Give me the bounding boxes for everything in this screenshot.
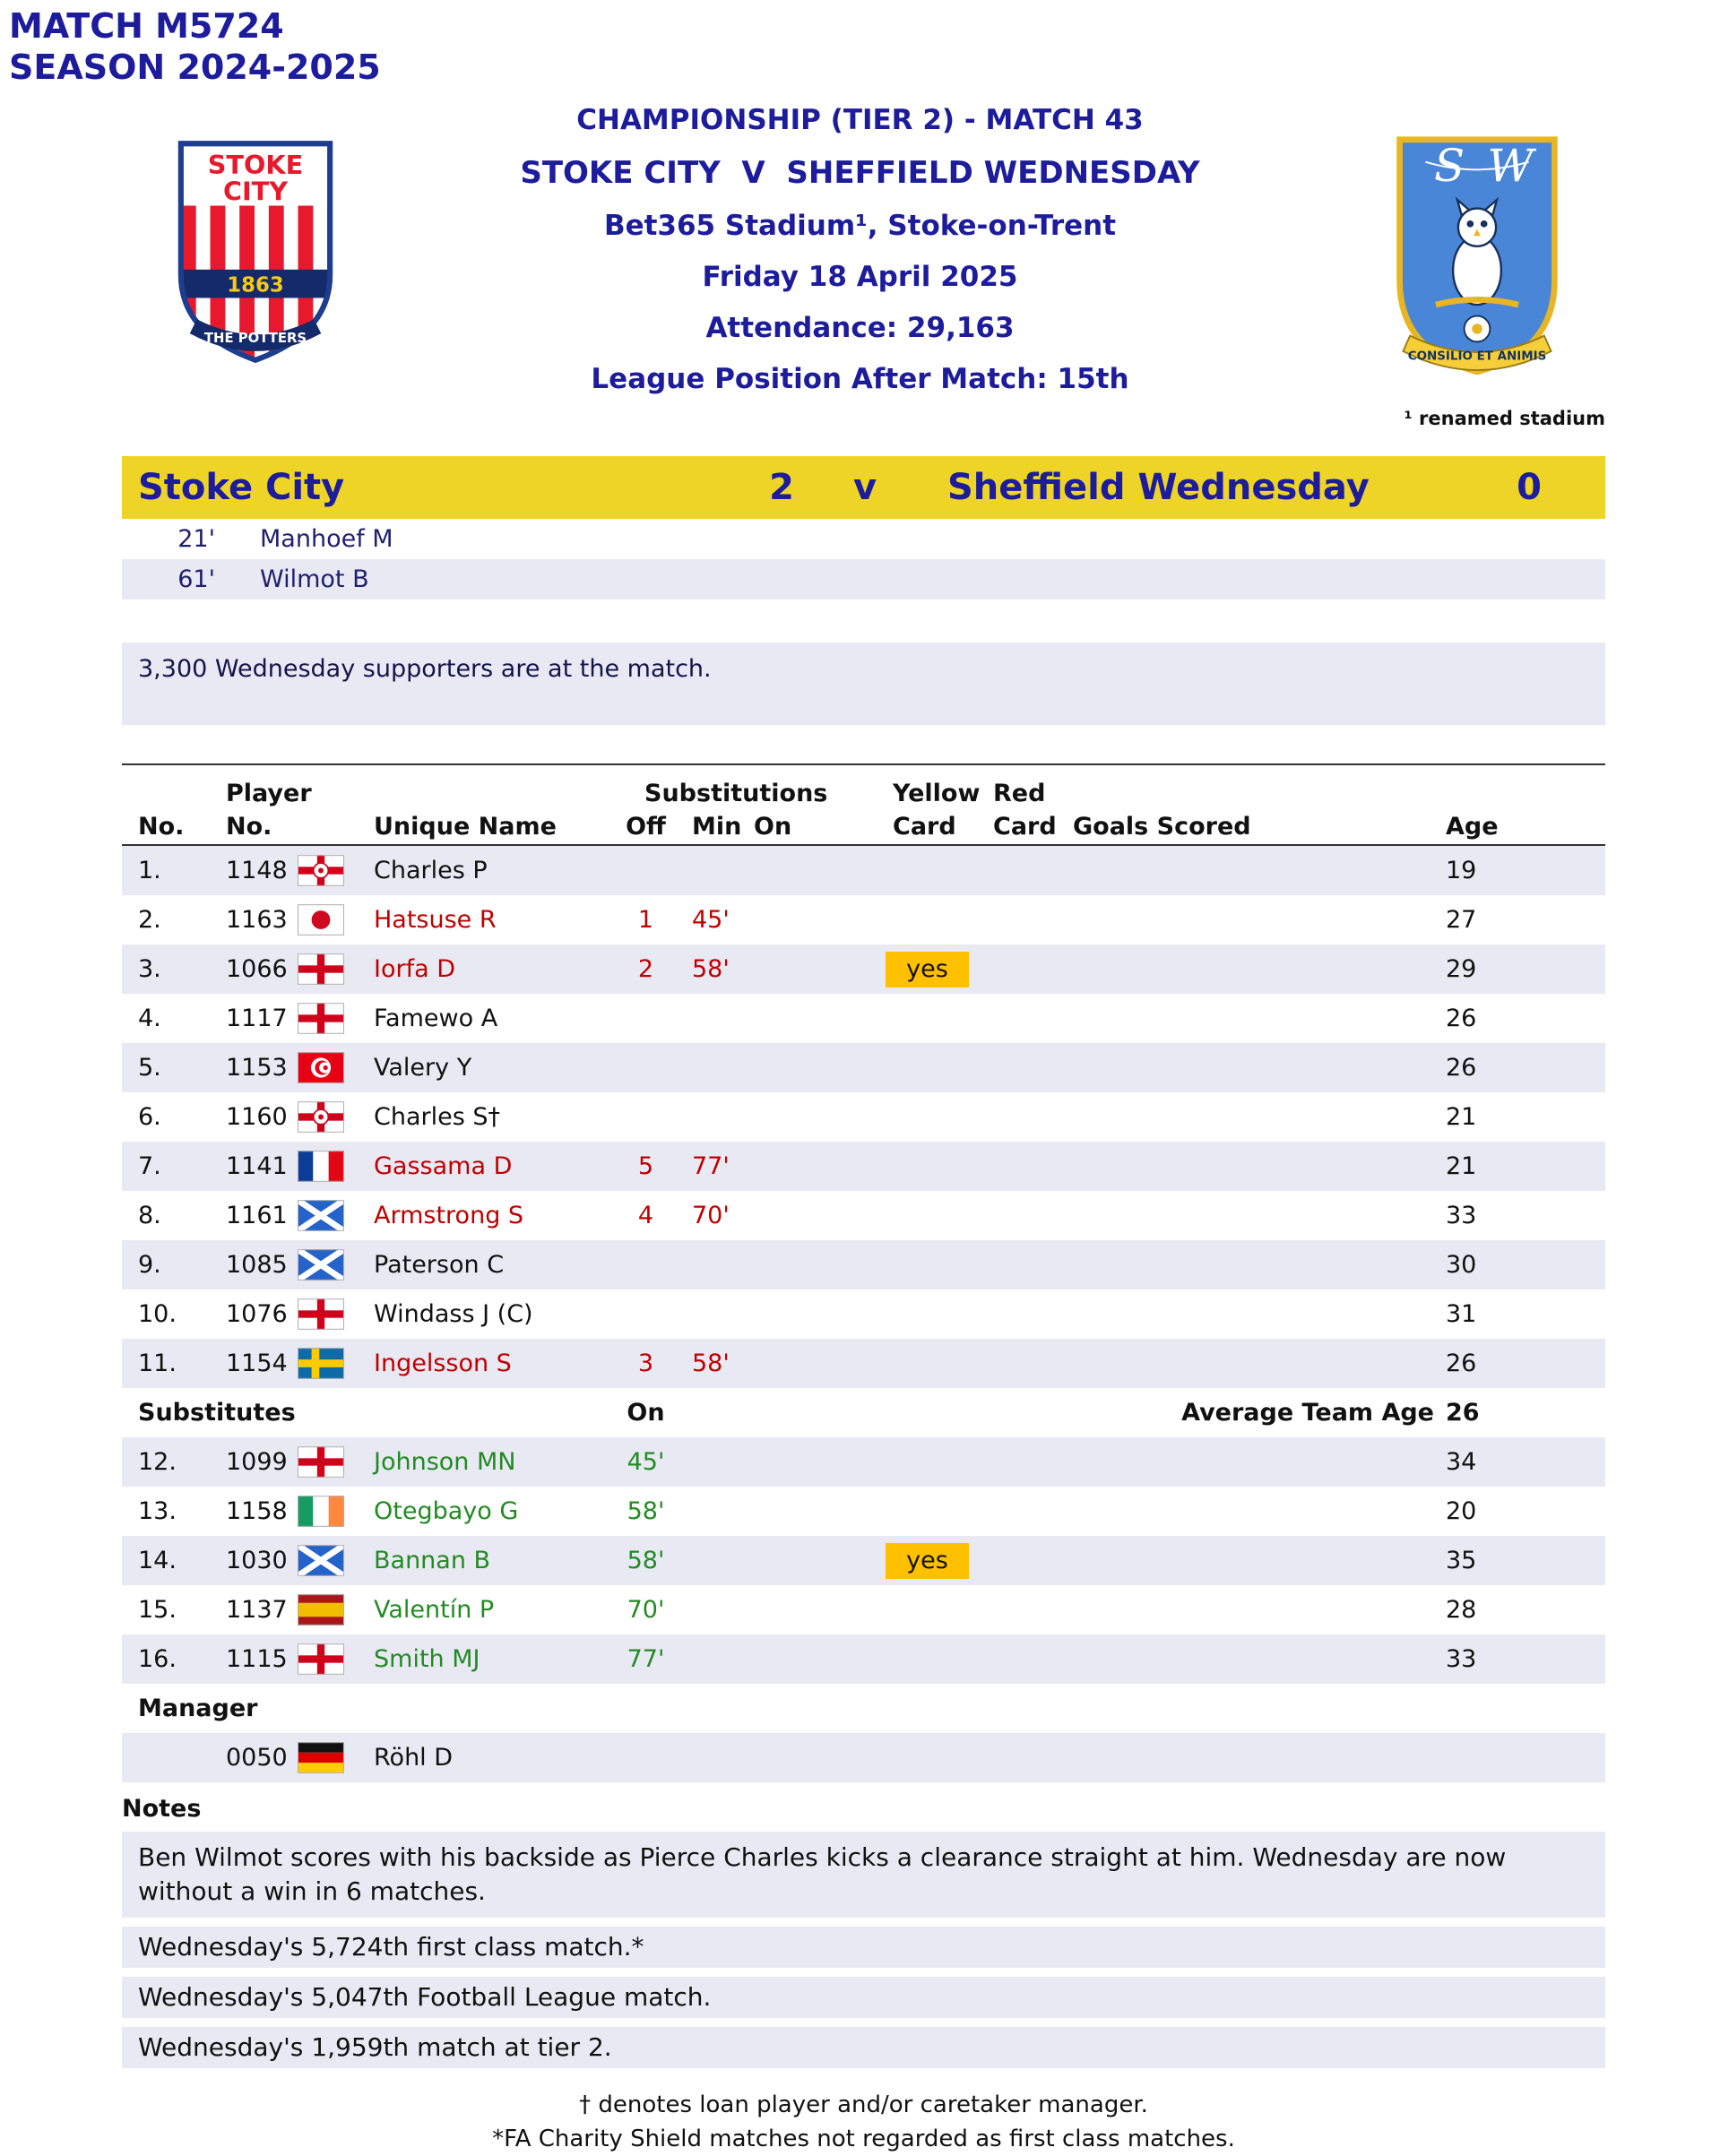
- player-name: Johnson MN: [374, 1448, 516, 1476]
- player-name: Valentín P: [374, 1596, 495, 1624]
- venue-line: Bet365 Stadium¹, Stoke-on-Trent: [603, 210, 1117, 242]
- header-goals-scored: Goals Scored: [1073, 812, 1251, 841]
- shirt-number: 13.: [138, 1497, 177, 1525]
- header-player: Player: [226, 779, 312, 807]
- player-row: [122, 1191, 1605, 1240]
- attendance-line: Attendance: 29,163: [705, 312, 1015, 344]
- note-item: Ben Wilmot scores with his backside as Pierce Charles kicks a clearance straight at him. Wednesday are now without a win in 6 matches.: [122, 1832, 1605, 1918]
- substitute-row: [122, 1634, 1605, 1684]
- manager-header-row: [122, 1684, 1605, 1733]
- player-name: Gassama D: [374, 1152, 513, 1180]
- sub-minute: 45': [692, 906, 730, 934]
- sub-minute: 58': [692, 955, 730, 983]
- germany-flag-icon: [298, 1742, 344, 1773]
- match-number: MATCH M5724: [9, 6, 284, 46]
- sub-number-or-on-time: 58': [627, 1547, 665, 1574]
- notes-label: Notes: [122, 1795, 202, 1823]
- player-row: [122, 944, 1605, 994]
- scotland-flag-icon: [298, 1200, 344, 1231]
- wednesday-crest-monogram-s: S: [1434, 139, 1465, 192]
- nationality-cell: [286, 1742, 362, 1773]
- player-row: [122, 1339, 1605, 1388]
- sub-minute: 77': [692, 1152, 730, 1180]
- sub-number-or-on-time: 45': [627, 1448, 665, 1476]
- age-cell: 35: [1446, 1547, 1477, 1574]
- player-name: Famewo A: [374, 1005, 498, 1032]
- sub-number-or-on-time: 5: [637, 1152, 654, 1180]
- player-name: Hatsuse R: [374, 906, 497, 934]
- sweden-flag-icon: [298, 1348, 344, 1379]
- goal-minute: 61': [177, 565, 215, 593]
- england-flag-icon: [298, 1446, 344, 1478]
- player-id: 1076: [226, 1300, 288, 1328]
- player-id: 1137: [226, 1596, 288, 1624]
- age-cell: 26: [1446, 1005, 1477, 1032]
- shirt-number: 6.: [138, 1103, 161, 1131]
- nationality-cell: [286, 855, 362, 886]
- stoke-crest-name-line1: STOKE: [207, 149, 304, 180]
- japan-flag-icon: [298, 904, 344, 936]
- nationality-cell: [286, 1348, 362, 1379]
- fixture-line: STOKE CITY V SHEFFIELD WEDNESDAY: [520, 155, 1200, 191]
- sub-number-or-on-time: 77': [627, 1645, 665, 1673]
- lineup-table: [122, 763, 1605, 1782]
- table-header-row-2: [122, 808, 1605, 844]
- player-name: Charles S†: [374, 1103, 501, 1131]
- nationality-cell: [286, 1545, 362, 1576]
- nationality-cell: [286, 1594, 362, 1626]
- age-cell: 33: [1446, 1202, 1477, 1229]
- age-cell: 31: [1446, 1300, 1477, 1328]
- player-id: 1153: [226, 1054, 288, 1082]
- sub-minute: 58': [692, 1350, 730, 1377]
- goal-scorer: Wilmot B: [260, 565, 369, 593]
- player-name: Valery Y: [374, 1054, 472, 1082]
- substitute-row: [122, 1585, 1605, 1634]
- nationality-cell: [286, 1298, 362, 1330]
- player-id: 1117: [226, 1005, 288, 1032]
- age-cell: 34: [1446, 1448, 1477, 1476]
- england-flag-icon: [298, 953, 344, 985]
- sub-number-or-on-time: 2: [637, 955, 654, 983]
- sub-number-or-on-time: 70': [627, 1596, 665, 1624]
- age-cell: 28: [1446, 1596, 1477, 1624]
- shirt-number: 7.: [138, 1152, 161, 1180]
- player-id: 1160: [226, 1103, 288, 1131]
- goal-list: [122, 519, 1605, 599]
- nationality-cell: [286, 1249, 362, 1281]
- table-header-row-1: [122, 778, 1605, 808]
- stoke-crest-year: 1863: [227, 273, 284, 298]
- header-age: Age: [1446, 812, 1499, 841]
- manager-row: [122, 1733, 1605, 1782]
- substitute-row: [122, 1536, 1605, 1585]
- nationality-cell: [286, 1003, 362, 1034]
- table-rows: [122, 846, 1605, 1782]
- nationality-cell: [286, 1200, 362, 1231]
- spain-flag-icon: [298, 1594, 344, 1626]
- shirt-number: 8.: [138, 1202, 161, 1229]
- player-id: 1030: [226, 1547, 288, 1574]
- header-unique-name: Unique Name: [374, 812, 557, 841]
- vs-separator: v: [852, 467, 877, 508]
- player-name: Windass J (C): [374, 1300, 533, 1328]
- nationality-cell: [286, 904, 362, 936]
- average-team-age-value: 26: [1446, 1399, 1480, 1427]
- tunisia-flag-icon: [298, 1052, 344, 1083]
- header-substitutions: Substitutions: [644, 779, 828, 807]
- supporters-note: 3,300 Wednesday supporters are at the match.: [122, 642, 1605, 725]
- player-id: 1161: [226, 1202, 288, 1229]
- wednesday-crest-ribbon-text: CONSILIO ET ANIMIS: [1407, 349, 1547, 364]
- player-name: Charles P: [374, 857, 488, 884]
- competition-line: CHAMPIONSHIP (TIER 2) - MATCH 43: [576, 104, 1144, 136]
- age-cell: 26: [1446, 1350, 1477, 1377]
- shirt-number: 4.: [138, 1005, 161, 1032]
- footnote-charity-shield: *FA Charity Shield matches not regarded as first class matches.: [492, 2126, 1235, 2152]
- shirt-number: 3.: [138, 955, 161, 983]
- player-name: Iorfa D: [374, 955, 456, 983]
- sub-number-or-on-time: 1: [637, 906, 654, 934]
- nationality-cell: [286, 953, 362, 985]
- header-no: No.: [138, 812, 185, 841]
- notes-list: [122, 1832, 1605, 2068]
- nationality-cell: [286, 1101, 362, 1133]
- nationality-cell: [286, 1643, 362, 1675]
- shirt-number: 9.: [138, 1251, 161, 1279]
- away-score: 0: [1517, 467, 1542, 508]
- england-flag-icon: [298, 1643, 344, 1675]
- england-flag-icon: [298, 1298, 344, 1330]
- player-row: [122, 1240, 1605, 1289]
- player-name: Ingelsson S: [374, 1350, 512, 1377]
- substitutes-on-header: On: [627, 1399, 665, 1427]
- home-team-name: Stoke City: [138, 467, 345, 508]
- date-line: Friday 18 April 2025: [702, 261, 1018, 293]
- scotland-flag-icon: [298, 1545, 344, 1576]
- age-cell: 19: [1446, 857, 1477, 884]
- age-cell: 21: [1446, 1103, 1477, 1131]
- yellow-card-badge: yes: [886, 1543, 969, 1579]
- age-cell: 33: [1446, 1645, 1477, 1673]
- footnote-loan: † denotes loan player and/or caretaker manager.: [579, 2091, 1148, 2118]
- northern-ireland-flag-icon: [298, 1101, 344, 1133]
- wednesday-crest-monogram-w: W: [1487, 139, 1534, 192]
- age-cell: 27: [1446, 906, 1477, 934]
- player-row: [122, 895, 1605, 944]
- age-cell: 20: [1446, 1497, 1477, 1525]
- player-row: [122, 1092, 1605, 1142]
- shirt-number: 11.: [138, 1350, 177, 1377]
- goal-row: [122, 519, 1605, 559]
- shirt-number: 12.: [138, 1448, 177, 1476]
- player-id: 1148: [226, 857, 288, 884]
- player-name: Bannan B: [374, 1547, 491, 1574]
- yellow-card-cell: [881, 1543, 981, 1579]
- player-id: 1066: [226, 955, 288, 983]
- header-yellow-card: Card: [893, 812, 956, 841]
- shirt-number: 16.: [138, 1645, 177, 1673]
- shirt-number: 2.: [138, 906, 161, 934]
- sheffield-wednesday-crest-icon: [1391, 131, 1563, 396]
- sub-minute: 70': [692, 1202, 730, 1229]
- goal-row: [122, 559, 1605, 599]
- sub-number-or-on-time: 4: [637, 1202, 654, 1229]
- age-cell: 21: [1446, 1152, 1477, 1180]
- stoke-crest-ribbon-text: THE POTTERS: [203, 330, 307, 346]
- age-cell: 26: [1446, 1054, 1477, 1082]
- note-item: Wednesday's 5,724th first class match.*: [122, 1927, 1605, 1968]
- northern-ireland-flag-icon: [298, 855, 344, 886]
- substitutes-header-row: [122, 1388, 1605, 1437]
- player-id: 1099: [226, 1448, 288, 1476]
- home-score: 2: [769, 467, 794, 508]
- match-id-block: [9, 5, 381, 89]
- player-name: Otegbayo G: [374, 1497, 519, 1525]
- player-name: Röhl D: [374, 1744, 454, 1772]
- season-label: SEASON 2024-2025: [9, 47, 381, 88]
- stadium-footnote: ¹ renamed stadium: [1404, 408, 1605, 429]
- sub-number-or-on-time: 3: [637, 1350, 654, 1377]
- header-off: Off: [626, 812, 666, 841]
- scotland-flag-icon: [298, 1249, 344, 1281]
- nationality-cell: [286, 1151, 362, 1182]
- header-min: Min: [692, 812, 742, 841]
- table-header: [122, 763, 1605, 846]
- player-id: 1085: [226, 1251, 288, 1279]
- substitute-row: [122, 1487, 1605, 1536]
- age-cell: 29: [1446, 955, 1477, 983]
- substitutes-label: Substitutes: [138, 1399, 296, 1427]
- stoke-crest-name-line2: CITY: [222, 176, 289, 207]
- note-item: Wednesday's 1,959th match at tier 2.: [122, 2027, 1605, 2068]
- player-row: [122, 994, 1605, 1043]
- yellow-card-cell: [881, 952, 981, 987]
- player-id: 1115: [226, 1645, 288, 1673]
- header-red: Red: [993, 779, 1046, 807]
- nationality-cell: [286, 1446, 362, 1478]
- manager-label: Manager: [138, 1695, 258, 1722]
- nationality-cell: [286, 1496, 362, 1527]
- nationality-cell: [286, 1052, 362, 1083]
- shirt-number: 1.: [138, 857, 161, 884]
- goal-minute: 21': [177, 525, 215, 553]
- player-name: Paterson C: [374, 1251, 505, 1279]
- sub-number-or-on-time: 58': [627, 1497, 665, 1525]
- header-red-card: Card: [993, 812, 1057, 841]
- shirt-number: 10.: [138, 1300, 177, 1328]
- player-name: Armstrong S: [374, 1202, 524, 1229]
- league-position-line: League Position After Match: 15th: [591, 363, 1129, 395]
- player-id: 1158: [226, 1497, 288, 1525]
- score-banner: [122, 456, 1605, 519]
- note-item: Wednesday's 5,047th Football League match.: [122, 1977, 1605, 2018]
- player-id: 1163: [226, 906, 288, 934]
- report-body: [122, 456, 1605, 2152]
- shirt-number: 15.: [138, 1596, 177, 1624]
- france-flag-icon: [298, 1151, 344, 1182]
- header-on: On: [754, 812, 792, 841]
- header-yellow: Yellow: [893, 779, 981, 807]
- player-row: [122, 846, 1605, 895]
- ireland-flag-icon: [298, 1496, 344, 1527]
- yellow-card-badge: yes: [886, 952, 969, 987]
- player-id: 1141: [226, 1152, 288, 1180]
- player-id: 1154: [226, 1350, 288, 1377]
- away-team-name: Sheffield Wednesday: [947, 467, 1370, 508]
- average-team-age-label: Average Team Age: [1181, 1399, 1434, 1427]
- player-row: [122, 1043, 1605, 1092]
- player-row: [122, 1289, 1605, 1339]
- player-id: 0050: [226, 1744, 288, 1772]
- goal-scorer: Manhoef M: [260, 525, 393, 553]
- substitute-row: [122, 1437, 1605, 1487]
- player-row: [122, 1142, 1605, 1191]
- header-player-no: No.: [226, 812, 272, 841]
- shirt-number: 14.: [138, 1547, 177, 1574]
- player-name: Smith MJ: [374, 1645, 480, 1673]
- age-cell: 30: [1446, 1251, 1477, 1279]
- england-flag-icon: [298, 1003, 344, 1034]
- shirt-number: 5.: [138, 1054, 161, 1082]
